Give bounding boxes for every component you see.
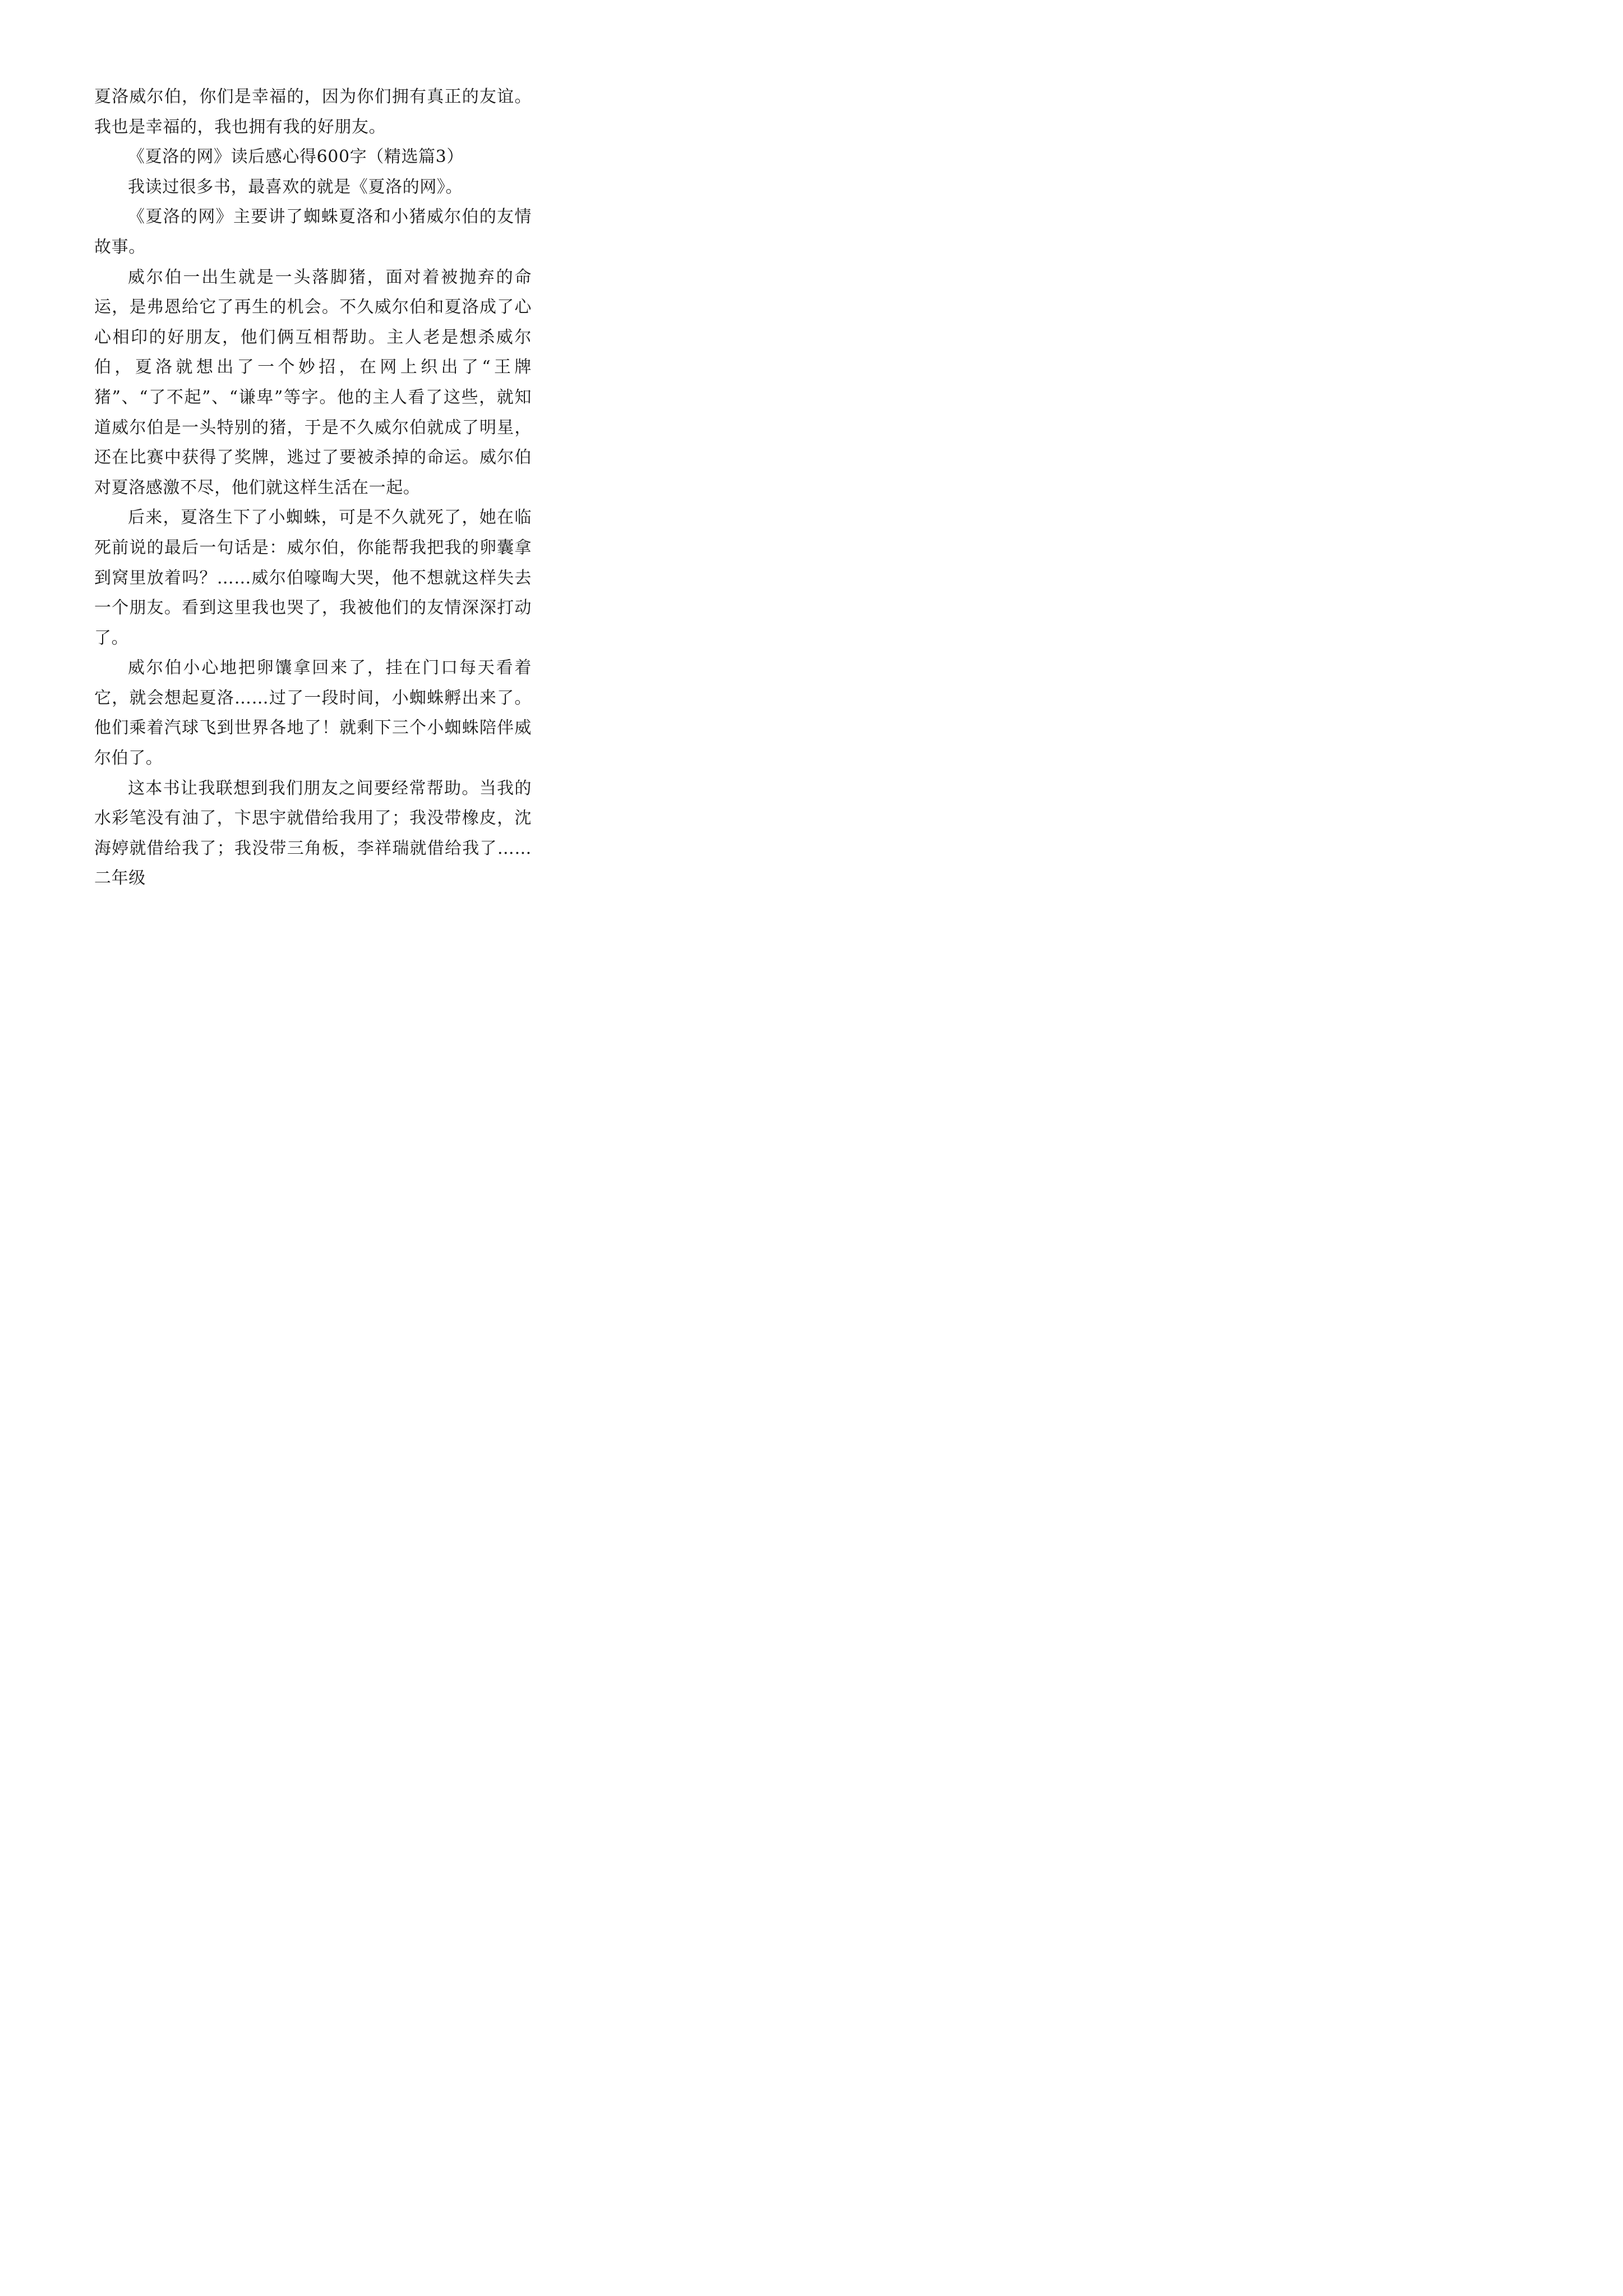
paragraph-continuation: 夏洛威尔伯，你们是幸福的，因为你们拥有真正的友谊。我也是幸福的，我也拥有我的好朋友。 [94,87,532,137]
paragraph: 《夏洛的网》主要讲了蜘蛛夏洛和小猪威尔伯的友情故事。 [94,207,532,257]
section-heading: 《夏洛的网》读后感心得600字（精选篇3） [128,147,464,167]
paragraph: 后来，夏洛生下了小蜘蛛，可是不久就死了，她在临死前说的最后一句话是：威尔伯，你能帮我把我的卵囊拿到窝里放着吗？……威尔伯嚎啕大哭，他不想就这样失去一个朋友。看到这里我也哭了，我被他们的友情深深打动了。 [94,508,532,648]
paragraph: 这本书让我联想到我们朋友之间要经常帮助。当我的水彩笔没有油了，卞思宇就借给我用了；我没带橡皮，沈海婷就借给我了；我没带三角板，李祥瑞就借给我了……二年级 [94,778,532,889]
paragraph: 我读过很多书，最喜欢的就是《夏洛的网》。 [128,177,463,197]
document-page [0,0,617,889]
paragraph: 威尔伯小心地把卵馕拿回来了，挂在门口每天看着它，就会想起夏洛……过了一段时间，小蜘蛛孵出来了。他们乘着汽球飞到世界各地了！就剩下三个小蜘蛛陪伴威尔伯了。 [94,658,532,769]
document-body [94,82,532,894]
paragraph: 威尔伯一出生就是一头落脚猪，面对着被抛弃的命运，是弗恩给它了再生的机会。不久威尔伯和夏洛成了心心相印的好朋友，他们俩互相帮助。主人老是想杀威尔伯，夏洛就想出了一个妙招，在网上织出了“王牌猪”、“了不起”、“谦卑”等字。他的主人看了这些，就知道威尔伯是一头特别的猪，于是不久威尔伯就成了明星，还在比赛中获得了奖牌，逃过了要被杀掉的命运。威尔伯对夏洛感激不尽，他们就这样生活在一起。 [94,267,532,498]
